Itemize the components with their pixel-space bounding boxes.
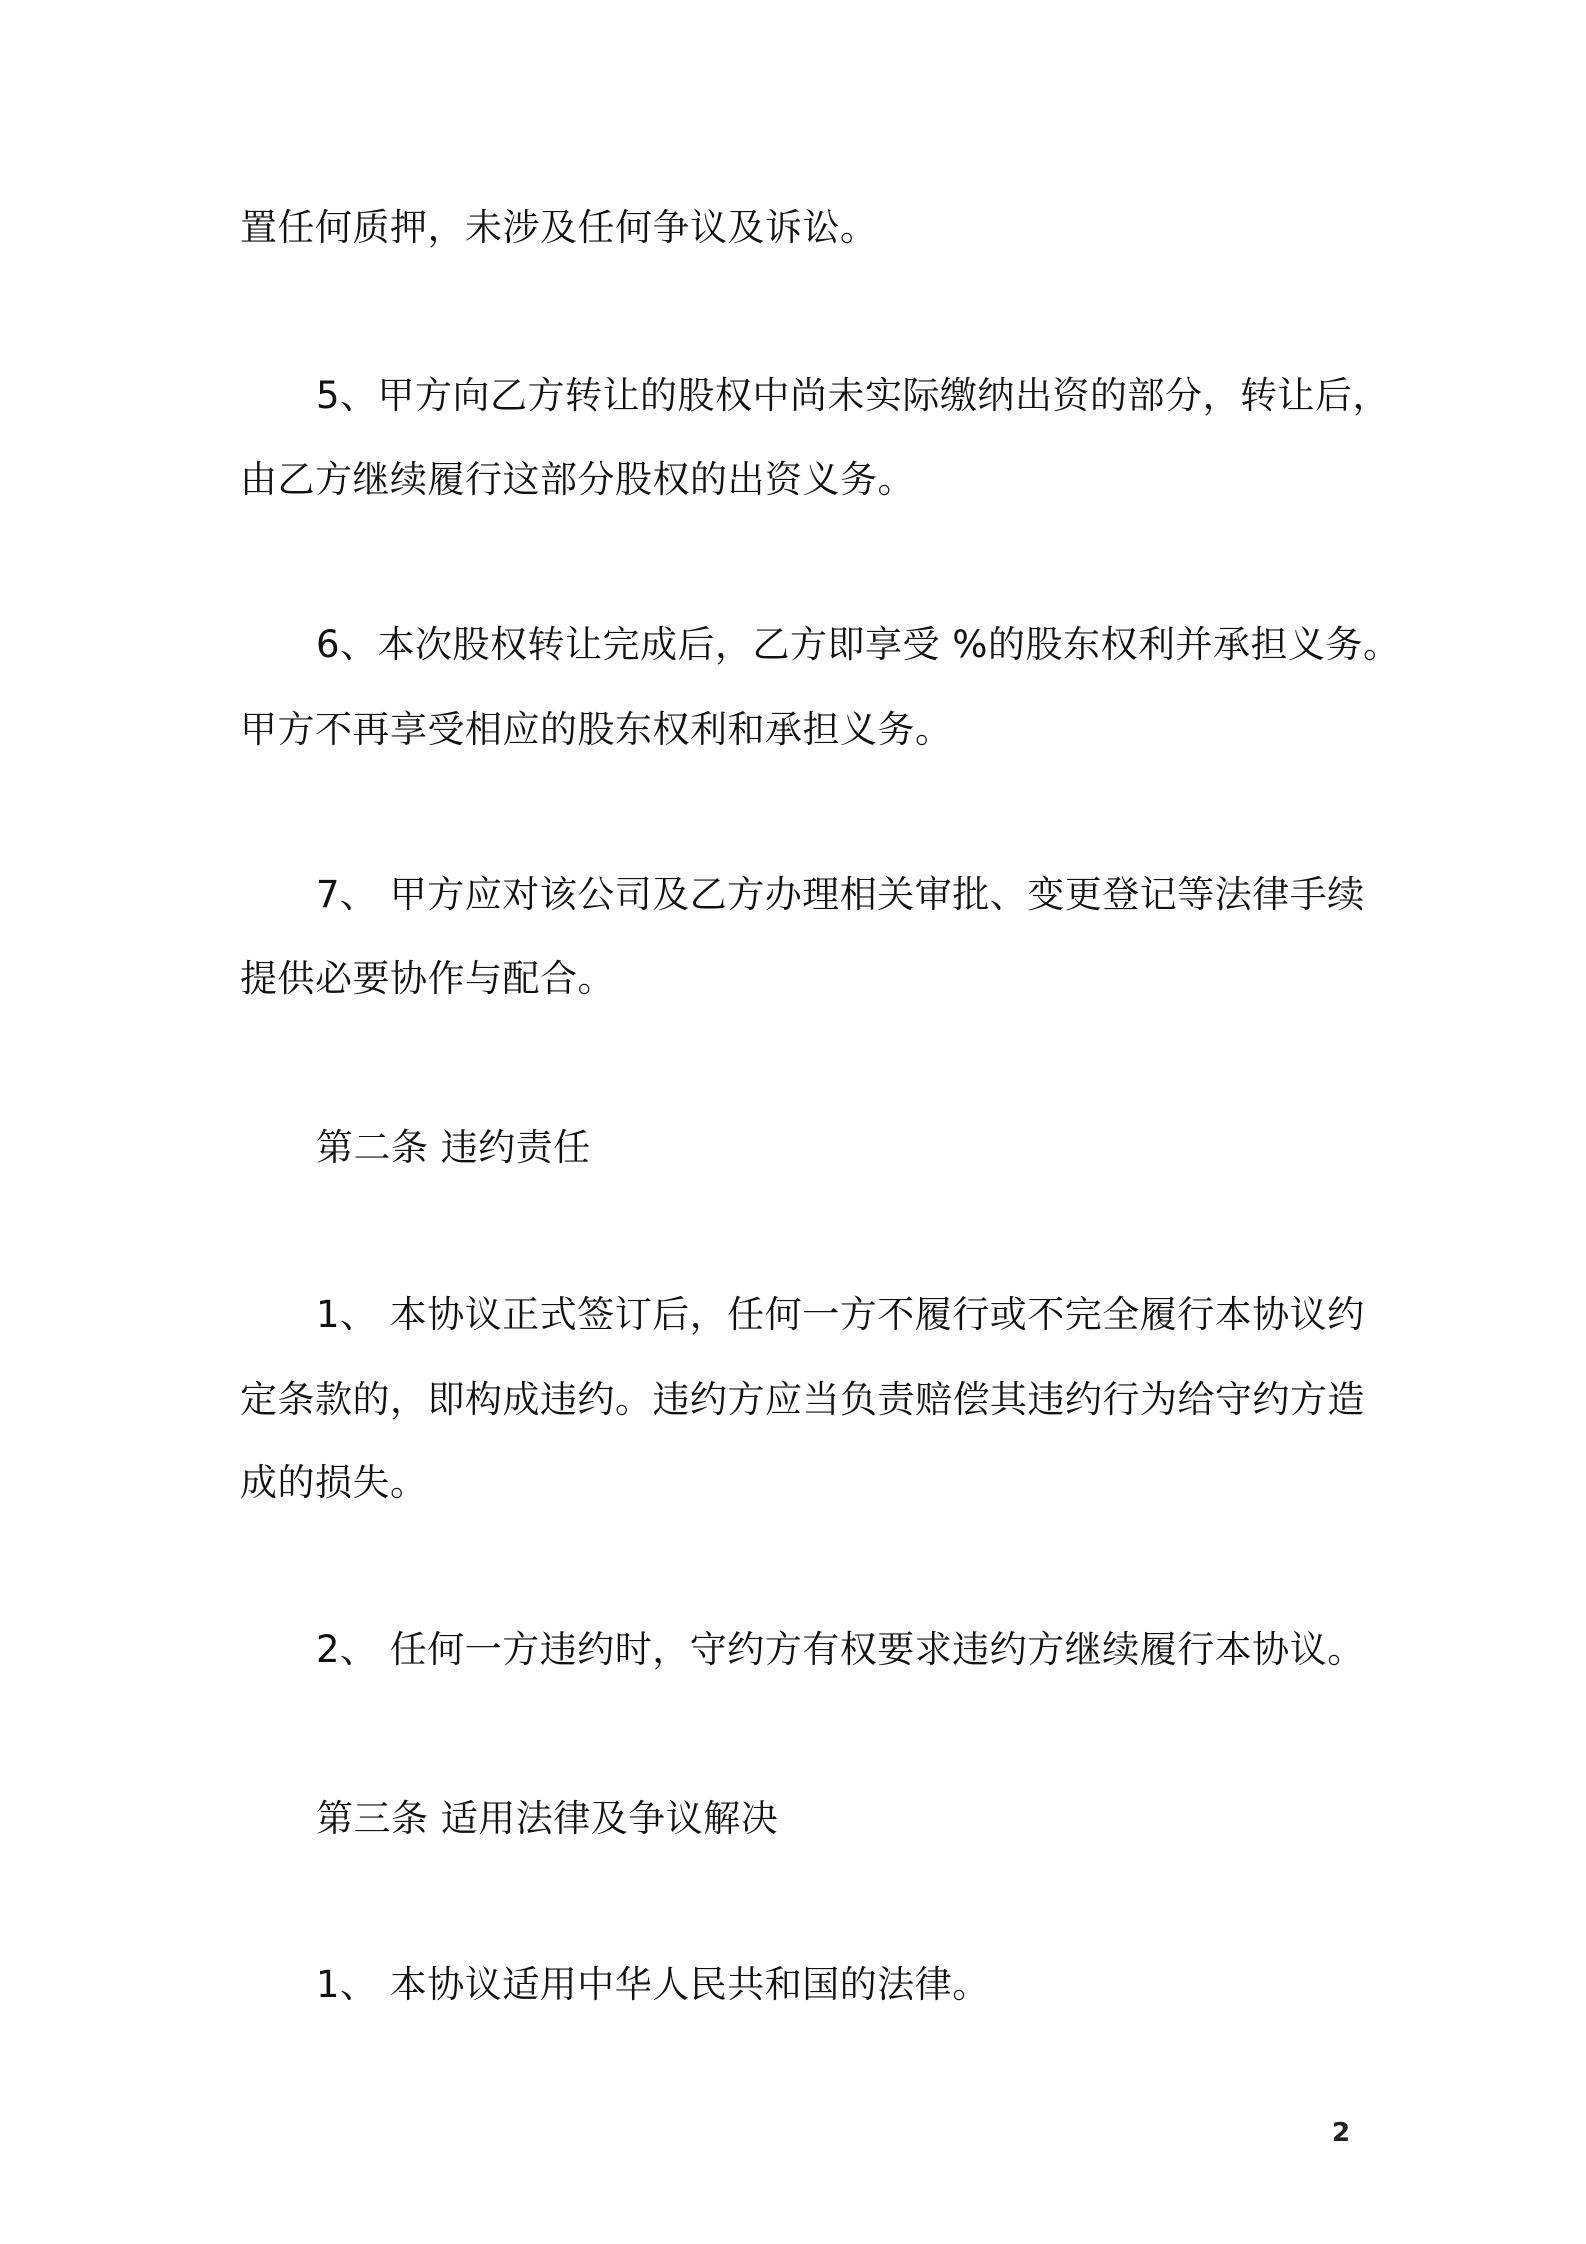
paragraph-line: 甲方不再享受相应的股东权利和承担义务。 xyxy=(240,708,953,751)
section-heading: 第二条 违约责任 xyxy=(316,1126,591,1169)
paragraph-line: 提供必要协作与配合。 xyxy=(240,957,615,1000)
page-number: 2 xyxy=(1332,2118,1351,2148)
paragraph-line: 定条款的，即构成违约。违约方应当负责赔偿其违约行为给守约方造 xyxy=(240,1378,1365,1421)
paragraph-line: 1、 本协议正式签订后，任何一方不履行或不完全履行本协议约 xyxy=(316,1293,1365,1336)
paragraph-line: 1、 本协议适用中华人民共和国的法律。 xyxy=(316,1963,990,2006)
paragraph-line: 由乙方继续履行这部分股权的出资义务。 xyxy=(240,458,915,501)
paragraph-line: 成的损失。 xyxy=(240,1461,428,1504)
paragraph-line: 7、 甲方应对该公司及乙方办理相关审批、变更登记等法律手续 xyxy=(316,873,1365,916)
paragraph-line: 6、本次股权转让完成后，乙方即享受 %的股东权利并承担义务。 xyxy=(316,623,1401,666)
paragraph-line: 5、甲方向乙方转让的股权中尚未实际缴纳出资的部分，转让后， xyxy=(316,374,1391,417)
paragraph-line: 2、 任何一方违约时，守约方有权要求违约方继续履行本协议。 xyxy=(316,1628,1365,1671)
section-heading: 第三条 适用法律及争议解决 xyxy=(316,1797,779,1840)
paragraph-line: 置任何质押，未涉及任何争议及诉讼。 xyxy=(240,206,878,249)
